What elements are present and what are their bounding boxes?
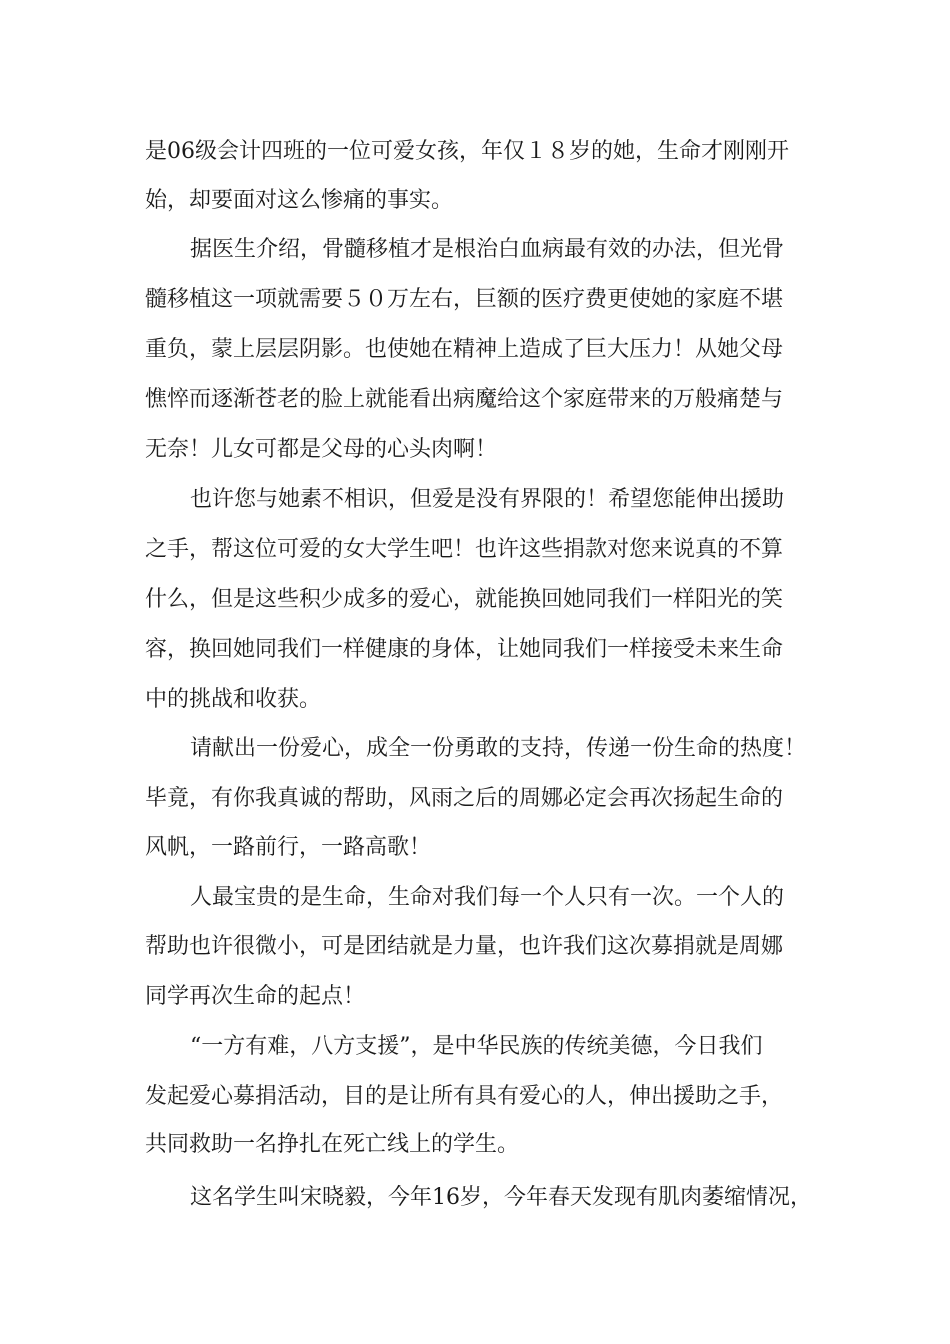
- text-line: 帮助也许很微小，可是团结就是力量，也许我们这次募捐就是周娜: [145, 934, 784, 959]
- text-line: 中的挑战和收获。: [145, 687, 322, 712]
- text-line: 发起爱心募捐活动，目的是让所有具有爱心的人，伸出援助之手，: [145, 1084, 784, 1109]
- text-line: 无奈！儿女可都是父母的心头肉啊！: [145, 437, 498, 462]
- text-line: 同学再次生命的起点！: [145, 984, 366, 1009]
- text-line: 也许您与她素不相识，但爱是没有界限的！希望您能伸出援助: [190, 487, 785, 512]
- text-line: 请献出一份爱心，成全一份勇敢的支持，传递一份生命的热度！: [190, 736, 807, 761]
- text-line: 髓移植这一项就需要５０万左右，巨额的医疗费更使她的家庭不堪: [145, 287, 784, 312]
- text-line: 毕竟，有你我真诚的帮助，风雨之后的周娜必定会再次扬起生命的: [145, 786, 784, 811]
- text-line: 始，却要面对这么惨痛的事实。: [145, 188, 454, 213]
- text-line: 容，换回她同我们一样健康的身体，让她同我们一样接受未来生命: [145, 637, 784, 662]
- text-line: 风帆，一路前行，一路高歌！: [145, 835, 432, 860]
- text-line: 是06级会计四班的一位可爱女孩，年仅１８岁的她，生命才刚刚开: [145, 139, 789, 164]
- text-line: 什么，但是这些积少成多的爱心，就能换回她同我们一样阳光的笑: [145, 587, 784, 612]
- text-line: 之手，帮这位可爱的女大学生吧！也许这些捐款对您来说真的不算: [145, 537, 784, 562]
- text-line: 共同救助一名挣扎在死亡线上的学生。: [145, 1132, 520, 1157]
- text-line: “一方有难，八方支援”，是中华民族的传统美德，今日我们: [190, 1034, 763, 1059]
- text-line: 憔悴而逐渐苍老的脸上就能看出病魔给这个家庭带来的万般痛楚与: [145, 387, 784, 412]
- text-line: 人最宝贵的是生命，生命对我们每一个人只有一次。一个人的: [190, 885, 785, 910]
- text-line: 这名学生叫宋晓毅，今年16岁，今年春天发现有肌肉萎缩情况，: [190, 1185, 812, 1210]
- text-line: 据医生介绍，骨髓移植才是根治白血病最有效的办法，但光骨: [190, 237, 785, 262]
- text-line: 重负，蒙上层层阴影。也使她在精神上造成了巨大压力！从她父母: [145, 337, 784, 362]
